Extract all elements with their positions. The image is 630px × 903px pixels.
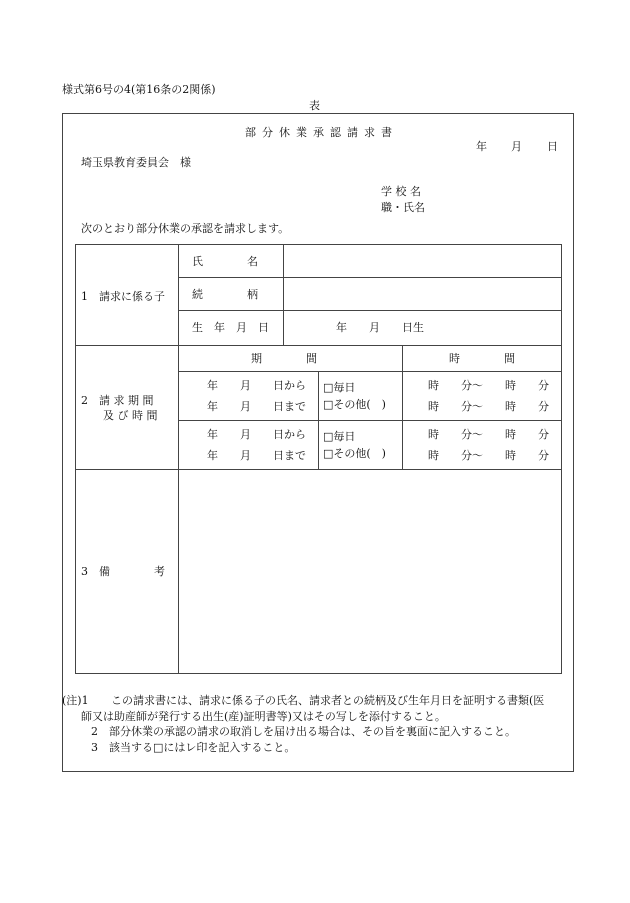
column-line <box>178 244 179 674</box>
notes-prefix: (注)1 <box>62 694 89 707</box>
time-header: 時 間 <box>449 352 515 365</box>
form-number: 様式第6号の4(第16条の2関係) <box>62 83 216 96</box>
side-label: 表 <box>309 99 320 112</box>
other-option-1: □その他( ) <box>323 398 386 411</box>
period-from-2: 年 月 日から <box>207 428 306 441</box>
child-name-label: 氏 名 <box>192 255 258 268</box>
period-from-1: 年 月 日から <box>207 379 306 392</box>
period-header: 期 間 <box>251 352 317 365</box>
note1-line2: 師又は助産師が発行する出生(産)証明書等)又はその写しを添付すること。 <box>81 710 446 723</box>
name-label: 職・氏名 <box>381 201 425 214</box>
section2-label-line2: 及 び 時 間 <box>103 409 158 422</box>
daily-option-2: □毎日 <box>323 430 356 443</box>
row-line <box>178 420 562 421</box>
time-row-1a: 時 分～ 時 分 <box>428 379 549 392</box>
column-line <box>402 345 403 469</box>
note3: 3 該当する□にはレ印を記入すること。 <box>91 741 296 754</box>
column-line <box>318 371 319 469</box>
period-until-1: 年 月 日まで <box>207 400 306 413</box>
birth-label: 生 年 月 日 <box>192 321 269 334</box>
row-line <box>178 277 562 278</box>
intro-text: 次のとおり部分休業の承認を請求します。 <box>81 222 290 235</box>
section2-label-line1: 2 請 求 期 間 <box>81 394 154 407</box>
remarks-label: 3 備 考 <box>81 565 165 578</box>
addressee: 埼玉県教育委員会 様 <box>81 156 191 169</box>
other-option-2: □その他( ) <box>323 447 386 460</box>
row-line <box>178 310 562 311</box>
time-row-2a: 時 分～ 時 分 <box>428 428 549 441</box>
form-title: 部分休業承認請求書 <box>245 126 398 139</box>
birth-value: 年 月 日生 <box>336 321 424 334</box>
date-day: 日 <box>547 140 558 153</box>
column-line <box>283 244 284 345</box>
daily-option-1: □毎日 <box>323 381 356 394</box>
time-row-2b: 時 分～ 時 分 <box>428 449 549 462</box>
date-month: 月 <box>511 140 522 153</box>
relation-label: 続 柄 <box>192 288 258 301</box>
section-line <box>75 469 562 470</box>
note2: 2 部分休業の承認の請求の取消しを届け出る場合は、その旨を裏面に記入すること。 <box>91 725 516 738</box>
time-row-1b: 時 分～ 時 分 <box>428 400 549 413</box>
section-line <box>75 345 562 346</box>
row-line <box>178 371 562 372</box>
date-year: 年 <box>476 140 487 153</box>
section1-label: 1 請求に係る子 <box>81 290 165 303</box>
school-label: 学 校 名 <box>381 185 421 198</box>
period-until-2: 年 月 日まで <box>207 449 306 462</box>
note1-line1: この請求書には、請求に係る子の氏名、請求者との続柄及び生年月日を証明する書類(医 <box>111 694 545 707</box>
